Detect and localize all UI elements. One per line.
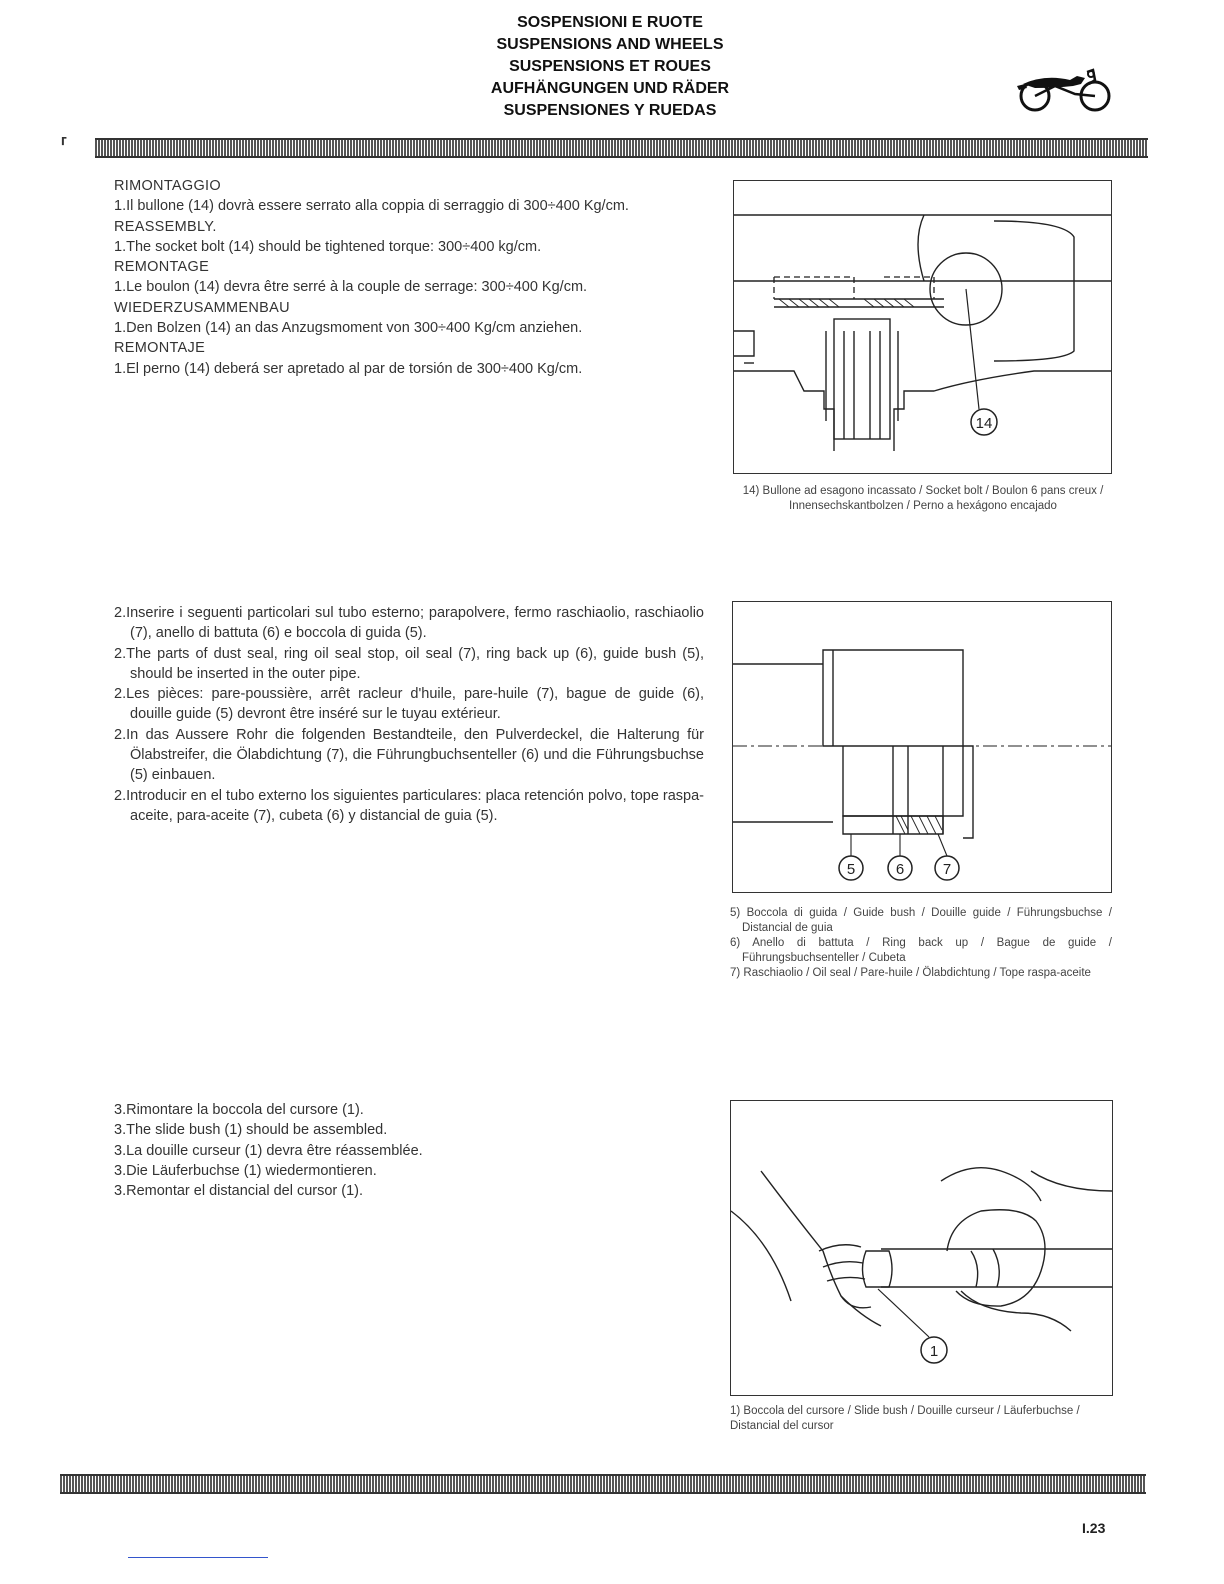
header-title-it: SOSPENSIONI E RUOTE bbox=[517, 14, 703, 31]
callout-5: 5 bbox=[846, 861, 856, 878]
callout-6: 6 bbox=[895, 861, 905, 878]
slide-bush-fr: 3.La douille curseur (1) devra être réassemblée. bbox=[114, 1142, 423, 1159]
caption-slide-bush: 1) Boccola del cursore / Slide bush / Douille curseur / Läuferbuchse / Distancial del cursor bbox=[730, 1405, 1080, 1432]
header-title-fr: SUSPENSIONS ET ROUES bbox=[509, 58, 711, 75]
header-title-es: SUSPENSIONES Y RUEDAS bbox=[503, 102, 717, 119]
caption-item-7: 7) Raschiaolio / Oil seal / Pare-huile / Ölabdichtung / Tope raspa-aceite bbox=[730, 967, 1091, 979]
block-fr bbox=[114, 257, 714, 298]
callout-7: 7 bbox=[942, 861, 952, 878]
instruction-fr: 1.Le boulon (14) devra être serré à la couple de serrage: 300÷400 Kg/cm. bbox=[114, 279, 588, 296]
header-title-de: AUFHÄNGUNGEN UND RÄDER bbox=[490, 80, 730, 97]
heading-en: REASSEMBLY. bbox=[114, 218, 217, 235]
callout-14: 14 bbox=[975, 415, 993, 432]
heading-fr: REMONTAGE bbox=[114, 259, 210, 276]
fork-clamp-drawing bbox=[734, 181, 1111, 473]
top-divider bbox=[95, 138, 1148, 158]
block-de bbox=[114, 298, 714, 339]
instruction-es: 1.El perno (14) deberá ser apretado al par de torsión de 300÷400 Kg/cm. bbox=[114, 360, 583, 377]
caption-item-5: 5) Boccola di guida / Guide bush / Douille guide / Führungsbuchse / Distancial de guia bbox=[730, 907, 1112, 934]
figure-outer-pipe-parts bbox=[732, 601, 1112, 893]
instruction-de: 1.Den Bolzen (14) an das Anzugsmoment von 300÷400 Kg/cm anziehen. bbox=[114, 320, 583, 337]
page-number: I.23 bbox=[1082, 1520, 1106, 1536]
bottom-link-underline bbox=[128, 1557, 268, 1558]
insert-parts-section bbox=[114, 603, 704, 826]
heading-it: RIMONTAGGIO bbox=[114, 178, 221, 194]
paragraph-de: 2.In das Aussere Rohr die folgenden Bestandteile, den Pulverdeckel, die Halterung für Ölabstreifer, die Ölabdichtung (7), die Führungbuchsenteller (6) und die Führungsbuchse (5) einbauen. bbox=[114, 726, 704, 784]
figure-socket-bolt bbox=[733, 180, 1112, 474]
motorcycle-icon bbox=[1015, 66, 1115, 116]
outer-pipe-drawing bbox=[733, 602, 1111, 892]
caption-outer-pipe-parts bbox=[730, 906, 1112, 981]
slide-bush-it: 3.Rimontare la boccola del cursore (1). bbox=[114, 1102, 364, 1118]
paragraph-en: 2.The parts of dust seal, ring oil seal stop, oil seal (7), ring back up (6), guide bush (5), should be inserted in the outer pipe. bbox=[114, 645, 704, 682]
heading-de: WIEDERZUSAMMENBAU bbox=[114, 299, 290, 316]
paragraph-es: 2.Introducir en el tubo externo los siguientes particulares: placa retención polvo, tope raspa-aceite, para-aceite (7), cubeta (6) y distancial de guia (5). bbox=[114, 787, 705, 824]
figure-slide-bush bbox=[730, 1100, 1113, 1396]
instruction-it: 1.Il bullone (14) dovrà essere serrato alla coppia di serraggio di 300÷400 Kg/cm. bbox=[114, 198, 629, 215]
corner-mark: ⸢ bbox=[60, 134, 69, 159]
slide-bush-de: 3.Die Läuferbuchse (1) wiedermontieren. bbox=[114, 1162, 377, 1179]
callout-1: 1 bbox=[929, 1343, 939, 1360]
block-en bbox=[114, 217, 714, 258]
slide-bush-es: 3.Remontar el distancial del cursor (1). bbox=[114, 1183, 364, 1200]
paragraph-it: 2.Inserire i seguenti particolari sul tubo esterno; parapolvere, fermo raschiaolio, raschiaolio (7), anello di battuta (6) e boccola di guida (5). bbox=[114, 605, 704, 642]
header-title-en: SUSPENSIONS AND WHEELS bbox=[496, 36, 724, 53]
slide-bush-section bbox=[114, 1100, 704, 1201]
page-header bbox=[440, 12, 780, 122]
heading-es: REMONTAJE bbox=[114, 340, 206, 357]
block-it bbox=[114, 176, 714, 217]
caption-item-6: 6) Anello di battuta / Ring back up / Bague de guide / Führungsbuchsenteller / Cubeta bbox=[730, 937, 1112, 964]
caption-socket-bolt: 14) Bullone ad esagono incassato / Socket bolt / Boulon 6 pans creux / Innensechskantbolzen / Perno a hexágono encajado bbox=[742, 485, 1104, 512]
instruction-en: 1.The socket bolt (14) should be tightened torque: 300÷400 kg/cm. bbox=[114, 238, 542, 255]
paragraph-fr: 2.Les pièces: pare-poussière, arrêt racleur d'huile, pare-huile (7), bague de guide (6), douille guide (5) devront être inséré sur le tuyau extérieur. bbox=[114, 686, 704, 723]
slide-bush-en: 3.The slide bush (1) should be assembled. bbox=[114, 1122, 388, 1139]
reassembly-section bbox=[114, 176, 714, 379]
bottom-divider bbox=[60, 1474, 1146, 1494]
hands-assembly-drawing bbox=[731, 1101, 1112, 1395]
block-es bbox=[114, 338, 714, 379]
